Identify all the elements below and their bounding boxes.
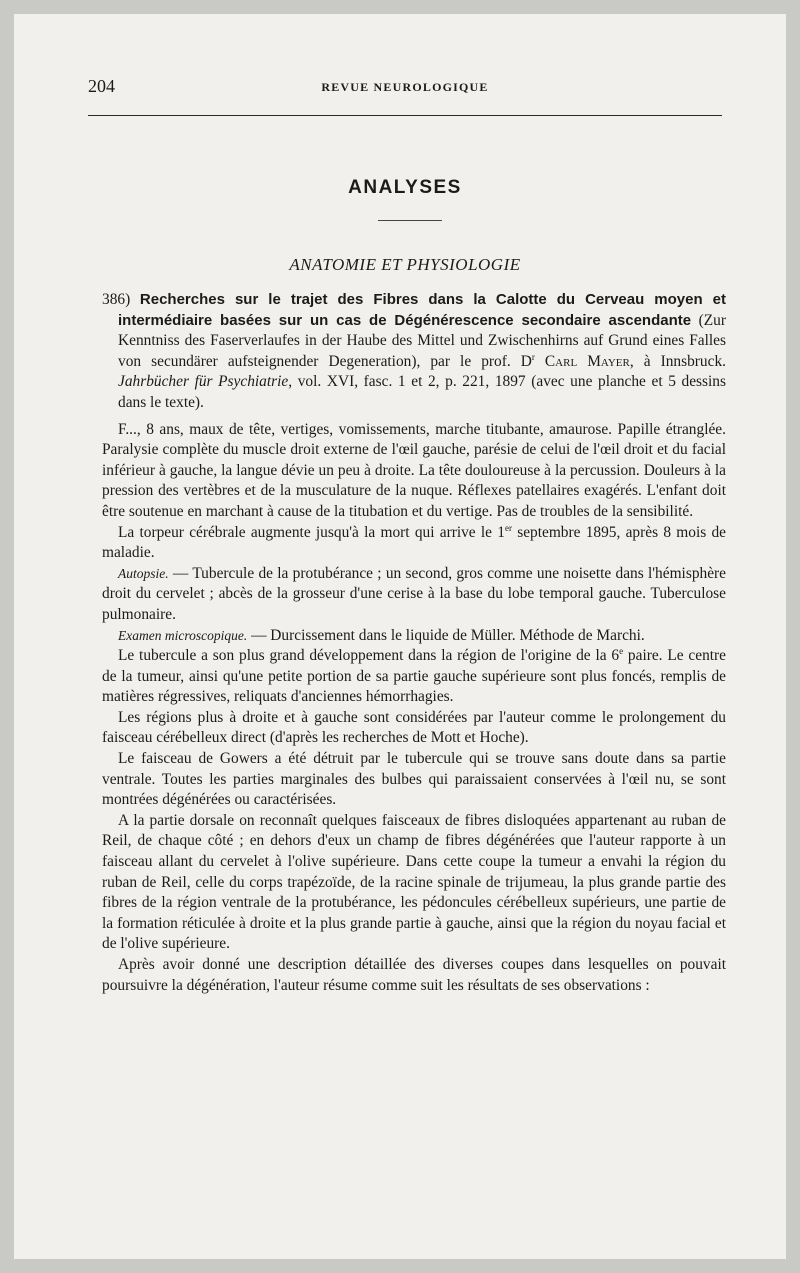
title-rule: [378, 220, 442, 221]
author-place: , à Innsbruck.: [629, 352, 726, 370]
author-name: Carl Mayer: [544, 352, 630, 370]
entry-heading: [102, 290, 726, 414]
section-title: ANALYSES: [348, 177, 462, 198]
autopsy-lead: Autopsie.: [118, 565, 169, 581]
entry-number: 386): [102, 291, 131, 308]
paragraph-dorsal: A la partie dorsale on reconnaît quelques faisceaux de fibres disloquées appartenant au ruban de Reil, de chaque côté ; en dehors d'eux un champ de fibres dégénérées que l'auteur rapporte à un faisceau allant du cervelet à l'olive supérieure. Dans cette coupe la tumeur a envahi la région du ruban de Reil, celle du corps trapézoïde, de la racine spinale de trijumeau, la plus grande partie des fibres de la région ventrale de la protubérance, les pédoncules cérébelleux supérieurs, une partie de la formation réticulée à droite et la plus grande partie à gauche, ainsi que la région du noyau facial et de l'olive supérieure.: [102, 811, 726, 953]
paragraph-autopsy: Autopsie. — Tubercule de la protubérance ; un second, gros comme une noisette dans l'hémisphère droit du cervelet ; abcès de la grosseur d'une cerise à la base du lobe temporal gauche. Tuberculose pulmonaire.: [102, 564, 726, 623]
subsection-title: ANATOMIE ET PHYSIOLOGIE: [289, 255, 521, 274]
journal-name: Jahrbücher für Psychiatrie: [118, 373, 289, 391]
paragraph-gowers: Le faisceau de Gowers a été détruit par le tubercule qui se trouve sans doute dans sa partie ventrale. Toutes les parties marginales des bulbes qui paraissaient conservées à l'œil nu, se sont montrées dégénérées ou caractérisées.: [102, 750, 726, 809]
citation: , vol. XVI, fasc. 1 et 2, p. 221, 1897 (avec une planche et 5 dessins dans le texte).: [118, 373, 726, 411]
author-title-sup: r: [531, 351, 535, 362]
entry-german-title: (Zur Kenntniss des Faserverlaufes in der Haube des Mittel und Zwischenhirns auf Grund eines Falles von secundärer aufsteignender Degeneration), par le prof. D: [118, 311, 726, 370]
paragraph-course: La torpeur cérébrale augmente jusqu'à la mort qui arrive le 1er septembre 1895, après 8 mois de maladie.: [102, 522, 727, 562]
paragraph-tumor: Le tubercule a son plus grand développement dans la région de l'origine de la 6e paire. Le centre de la tumeur, ainsi qu'une petite portion de sa partie gauche supérieure sont plus foncés, remplis de matières régressives, reliquats d'anciennes hémorrhagies.: [102, 645, 726, 706]
journal-title: REVUE NEUROLOGIQUE: [321, 80, 489, 94]
entry-title: Recherches sur le trajet des Fibres dans la Calotte du Cerveau moyen et intermédiaire basées sur un cas de Dégénérescence secondaire ascendante: [118, 291, 726, 329]
paragraph-regions: Les régions plus à droite et à gauche sont considérées par l'auteur comme le prolongement du faisceau cérébelleux direct (d'après les recherches de Mott et Hoche).: [102, 708, 726, 747]
paragraph-case: F..., 8 ans, maux de tête, vertiges, vomissements, marche titubante, amaurose. Papille étranglée. Paralysie complète du muscle droit externe de l'œil gauche, parésie de celui de l'œil droit et du facial inférieur à gauche, la langue dévie un peu à droite. La tête douloureuse à la percussion. Douleurs à la pression des vertèbres et de la musculature de la nuque. Réflexes patellaires exagérés. L'enfant doit être soutenue en marchant à cause de la titubation et du vertige. Pas de troubles de la sensibilité.: [102, 420, 726, 520]
header-rule: [88, 115, 722, 116]
page-number: 204: [88, 76, 115, 96]
running-head: [88, 76, 722, 100]
article-body: [102, 290, 726, 996]
paragraph-summary: Après avoir donné une description détaillée des diverses coupes dans lesquelles on pouvait poursuivre la dégénération, l'auteur résume comme suit les résultats de ses observations :: [102, 956, 726, 994]
paragraph-microscopy: Examen microscopique. — Durcissement dans le liquide de Müller. Méthode de Marchi.: [118, 626, 645, 644]
microscopy-lead: Examen microscopique.: [118, 627, 248, 643]
